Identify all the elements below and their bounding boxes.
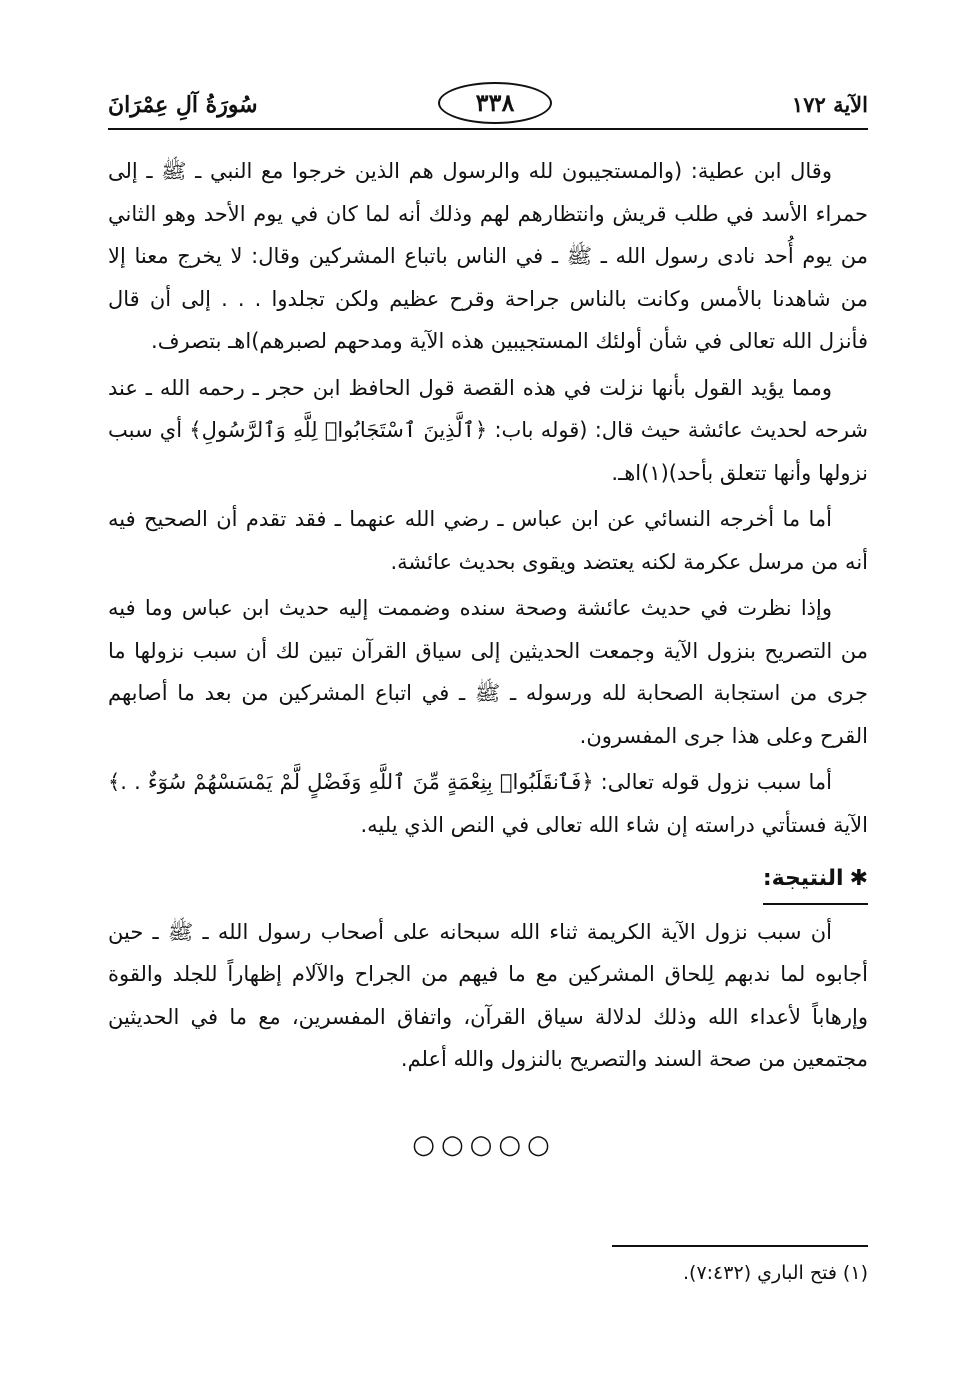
section-divider-circles: ○○○○○ bbox=[412, 1130, 556, 1160]
footnote: (١) فتح الباري (٧:٤٣٢). bbox=[683, 1262, 868, 1284]
page-header bbox=[108, 82, 868, 124]
paragraph-next-verse: أما سبب نزول قوله تعالى: ﴿فَٱنقَلَبُوا۟ بِنِعْمَةٍ مِّنَ ٱللَّهِ وَفَضْلٍ لَّمْ يَمْسَسْهُمْ سُوٓءٌ . .﴾ الآية فستأتي دراسته إن شاء الله تعالى في النص الذي يليه. bbox=[108, 770, 868, 837]
body-text bbox=[108, 150, 868, 1085]
result-heading-text: النتيجة: bbox=[762, 866, 844, 891]
footnote-rule bbox=[612, 1245, 868, 1247]
paragraph-nasai: أما ما أخرجه النسائي عن ابن عباس ـ رضي الله عنهما ـ فقد تقدم أن الصحيح فيه أنه من مرسل عكرمة لكنه يعتضد ويقوى بحديث عائشة. bbox=[108, 507, 868, 574]
paragraph-ibn-hajar: ومما يؤيد القول بأنها نزلت في هذه القصة قول الحافظ ابن حجر ـ رحمه الله ـ عند شرحه لحديث عائشة حيث قال: (قوله باب: ﴿ٱلَّذِينَ ٱسْتَجَابُوا۟ لِلَّهِ وَٱلرَّسُولِ﴾ أي سبب نزولها وأنها تتعلق بأحد)(١)اهـ. bbox=[108, 375, 868, 485]
paragraph-ibn-atiyya: وقال ابن عطية: (والمستجيبون لله والرسول هم الذين خرجوا مع النبي ـ ﷺ ـ إلى حمراء الأسد في طلب قريش وانتظارهم لهم وذلك أنه لما كان في يوم الأحد وهو الثاني من يوم أُحد نادى رسول الله ـ ﷺ ـ في الناس باتباع المشركين وقال: لا يخرج معنا إلا من شاهدنا بالأمس وكانت بالناس جراحة وقرح عظيم ولكن تجلدوا . . . إلى أن قال فأنزل الله تعالى في شأن أولئك المستجيبين هذه الآية ومدحهم لصبرهم)اهـ بتصرف. bbox=[108, 159, 868, 353]
paragraph-conclusion-context: وإذا نظرت في حديث عائشة وصحة سنده وضممت إليه حديث ابن عباس وما فيه من التصريح بنزول الآية وجمعت الحديثين إلى سياق القرآن تبين لك أن سبب نزولها ما جرى من استجابة الصحابة لله ورسوله ـ ﷺ ـ في اتباع المشركين من بعد ما أصابهم القرح وعلى هذا جرى المفسرون. bbox=[108, 596, 868, 748]
star-icon: ✱ bbox=[849, 866, 868, 891]
result-heading bbox=[763, 858, 868, 905]
verse-label: الآية ١٧٢ bbox=[791, 92, 868, 117]
page-number: ٣٣٨ bbox=[438, 82, 552, 124]
result-paragraph: أن سبب نزول الآية الكريمة ثناء الله سبحانه على أصحاب رسول الله ـ ﷺ ـ حين أجابوه لما ندبهم لِلحاق المشركين مع ما فيهم من الجراح والآلام إظهاراً للجلد والقوة وإرهاباً لأعداء الله وذلك لدلالة سياق القرآن، واتفاق المفسرين، مع ما في الحديثين مجتمعين من صحة السند والتصريح بالنزول والله أعلم. bbox=[108, 919, 868, 1071]
header-rule bbox=[108, 128, 868, 130]
surah-name: سُورَةُ آلِ عِمْرَانَ bbox=[108, 92, 258, 118]
